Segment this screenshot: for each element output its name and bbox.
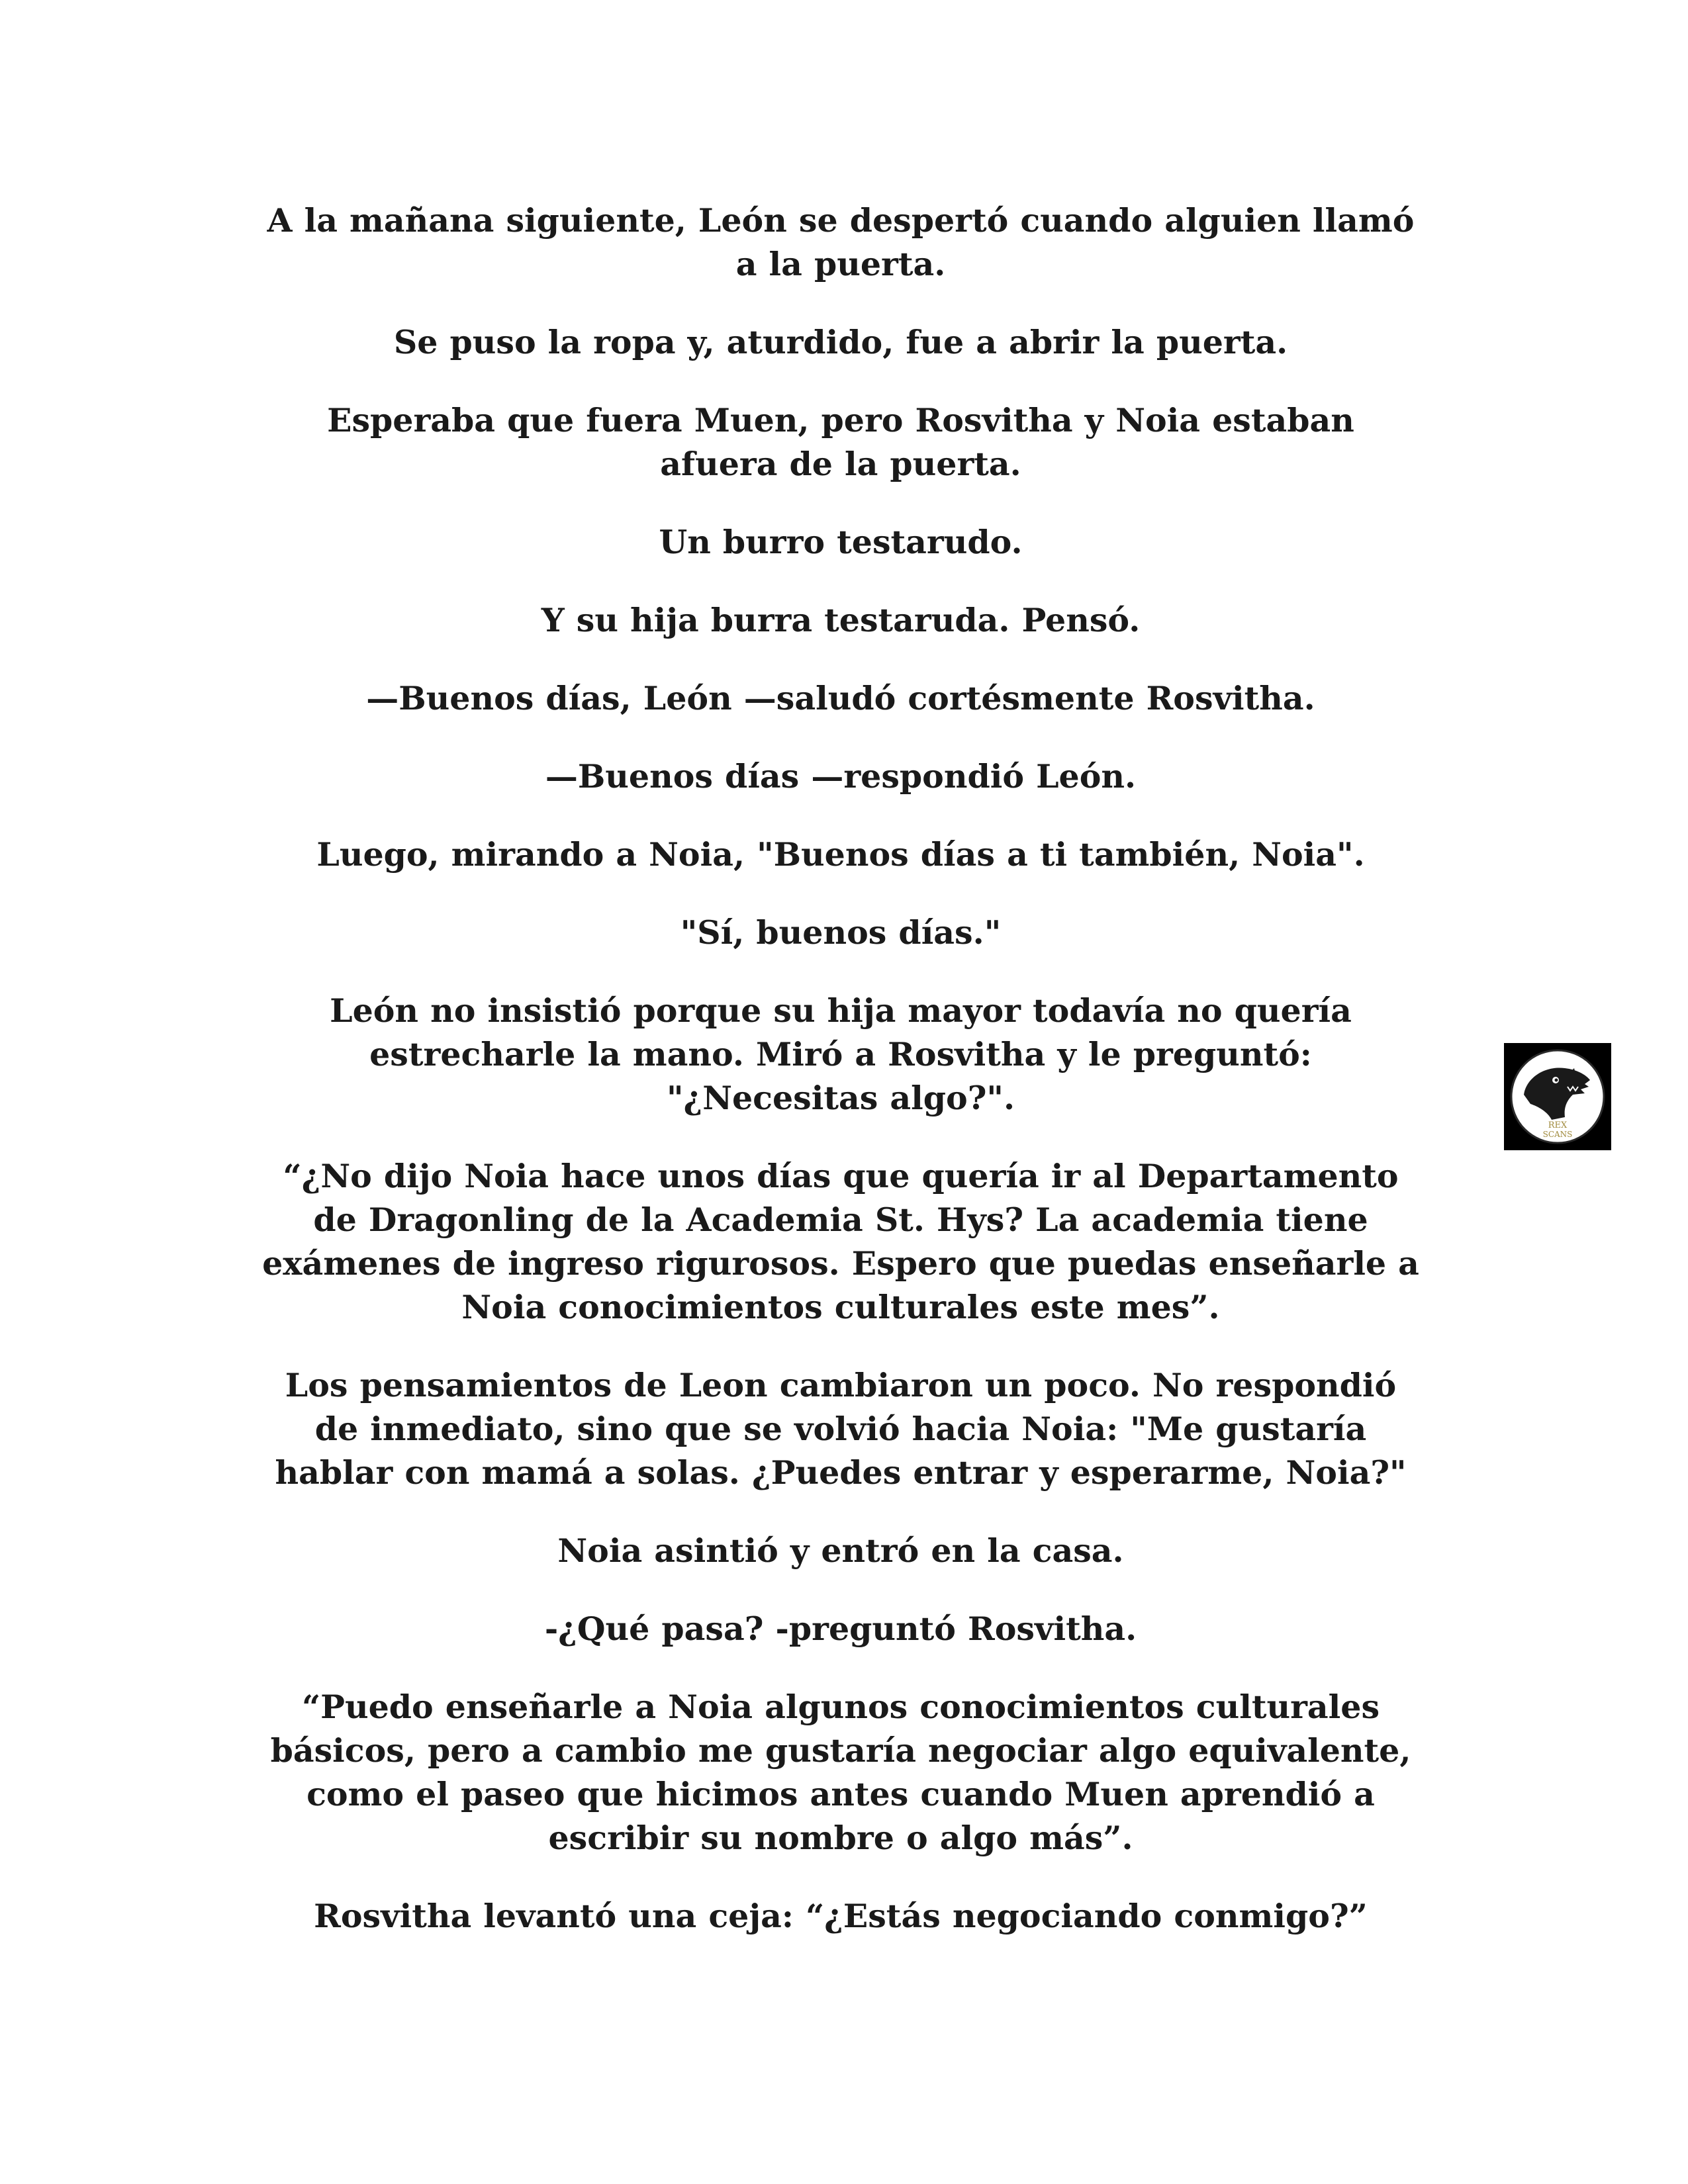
paragraph: León no insistió porque su hija mayor todavía no quería estrecharle la mano. Miró a Rosvitha y le preguntó: "¿Necesitas algo?".	[330, 991, 1352, 1117]
svg-text:SCANS: SCANS	[1542, 1130, 1573, 1139]
paragraph: Los pensamientos de Leon cambiaron un poco. No respondió de inmediato, sino que se volvió hacia Noia: "Me gustaría hablar con mamá a solas. ¿Puedes entrar y esperarme, Noia?"	[275, 1366, 1407, 1492]
paragraph: -¿Qué pasa? -preguntó Rosvitha.	[544, 1610, 1137, 1648]
paragraph: —Buenos días, León —saludó cortésmente Rosvitha.	[366, 679, 1315, 717]
document-body	[225, 199, 1456, 1972]
paragraph: —Buenos días —respondió León.	[545, 757, 1137, 796]
paragraph: Se puso la ropa y, aturdido, fue a abrir la puerta.	[393, 323, 1288, 361]
paragraph: Rosvitha levantó una ceja: “¿Estás negociando conmigo?”	[314, 1897, 1368, 1935]
dinosaur-logo-icon	[1504, 1043, 1611, 1150]
paragraph: Esperaba que fuera Muen, pero Rosvitha y Noia estaban afuera de la puerta.	[327, 401, 1354, 483]
paragraph: “Puedo enseñarle a Noia algunos conocimientos culturales básicos, pero a cambio me gustaría negociar algo equivalente, como el paseo que hicimos antes cuando Muen aprendió a escribir su nombre o algo más”.	[270, 1688, 1411, 1857]
paragraph: “¿No dijo Noia hace unos días que quería ir al Departamento de Dragonling de la Academia St. Hys? La academia tiene exámenes de ingreso rigurosos. Espero que puedas enseñarle a Noia conocimientos culturales este mes”.	[262, 1157, 1419, 1326]
logo-text: REX	[1548, 1120, 1568, 1130]
paragraph: Un burro testarudo.	[659, 523, 1023, 561]
paragraph: Noia asintió y entró en la casa.	[557, 1531, 1124, 1570]
paragraph: "Sí, buenos días."	[680, 913, 1002, 952]
paragraph: Luego, mirando a Noia, "Buenos días a ti también, Noia".	[316, 835, 1365, 874]
paragraph: A la mañana siguiente, León se despertó cuando alguien llamó a la puerta.	[267, 201, 1415, 283]
scanlation-logo	[1504, 1043, 1611, 1150]
paragraph: Y su hija burra testaruda. Pensó.	[541, 601, 1141, 639]
